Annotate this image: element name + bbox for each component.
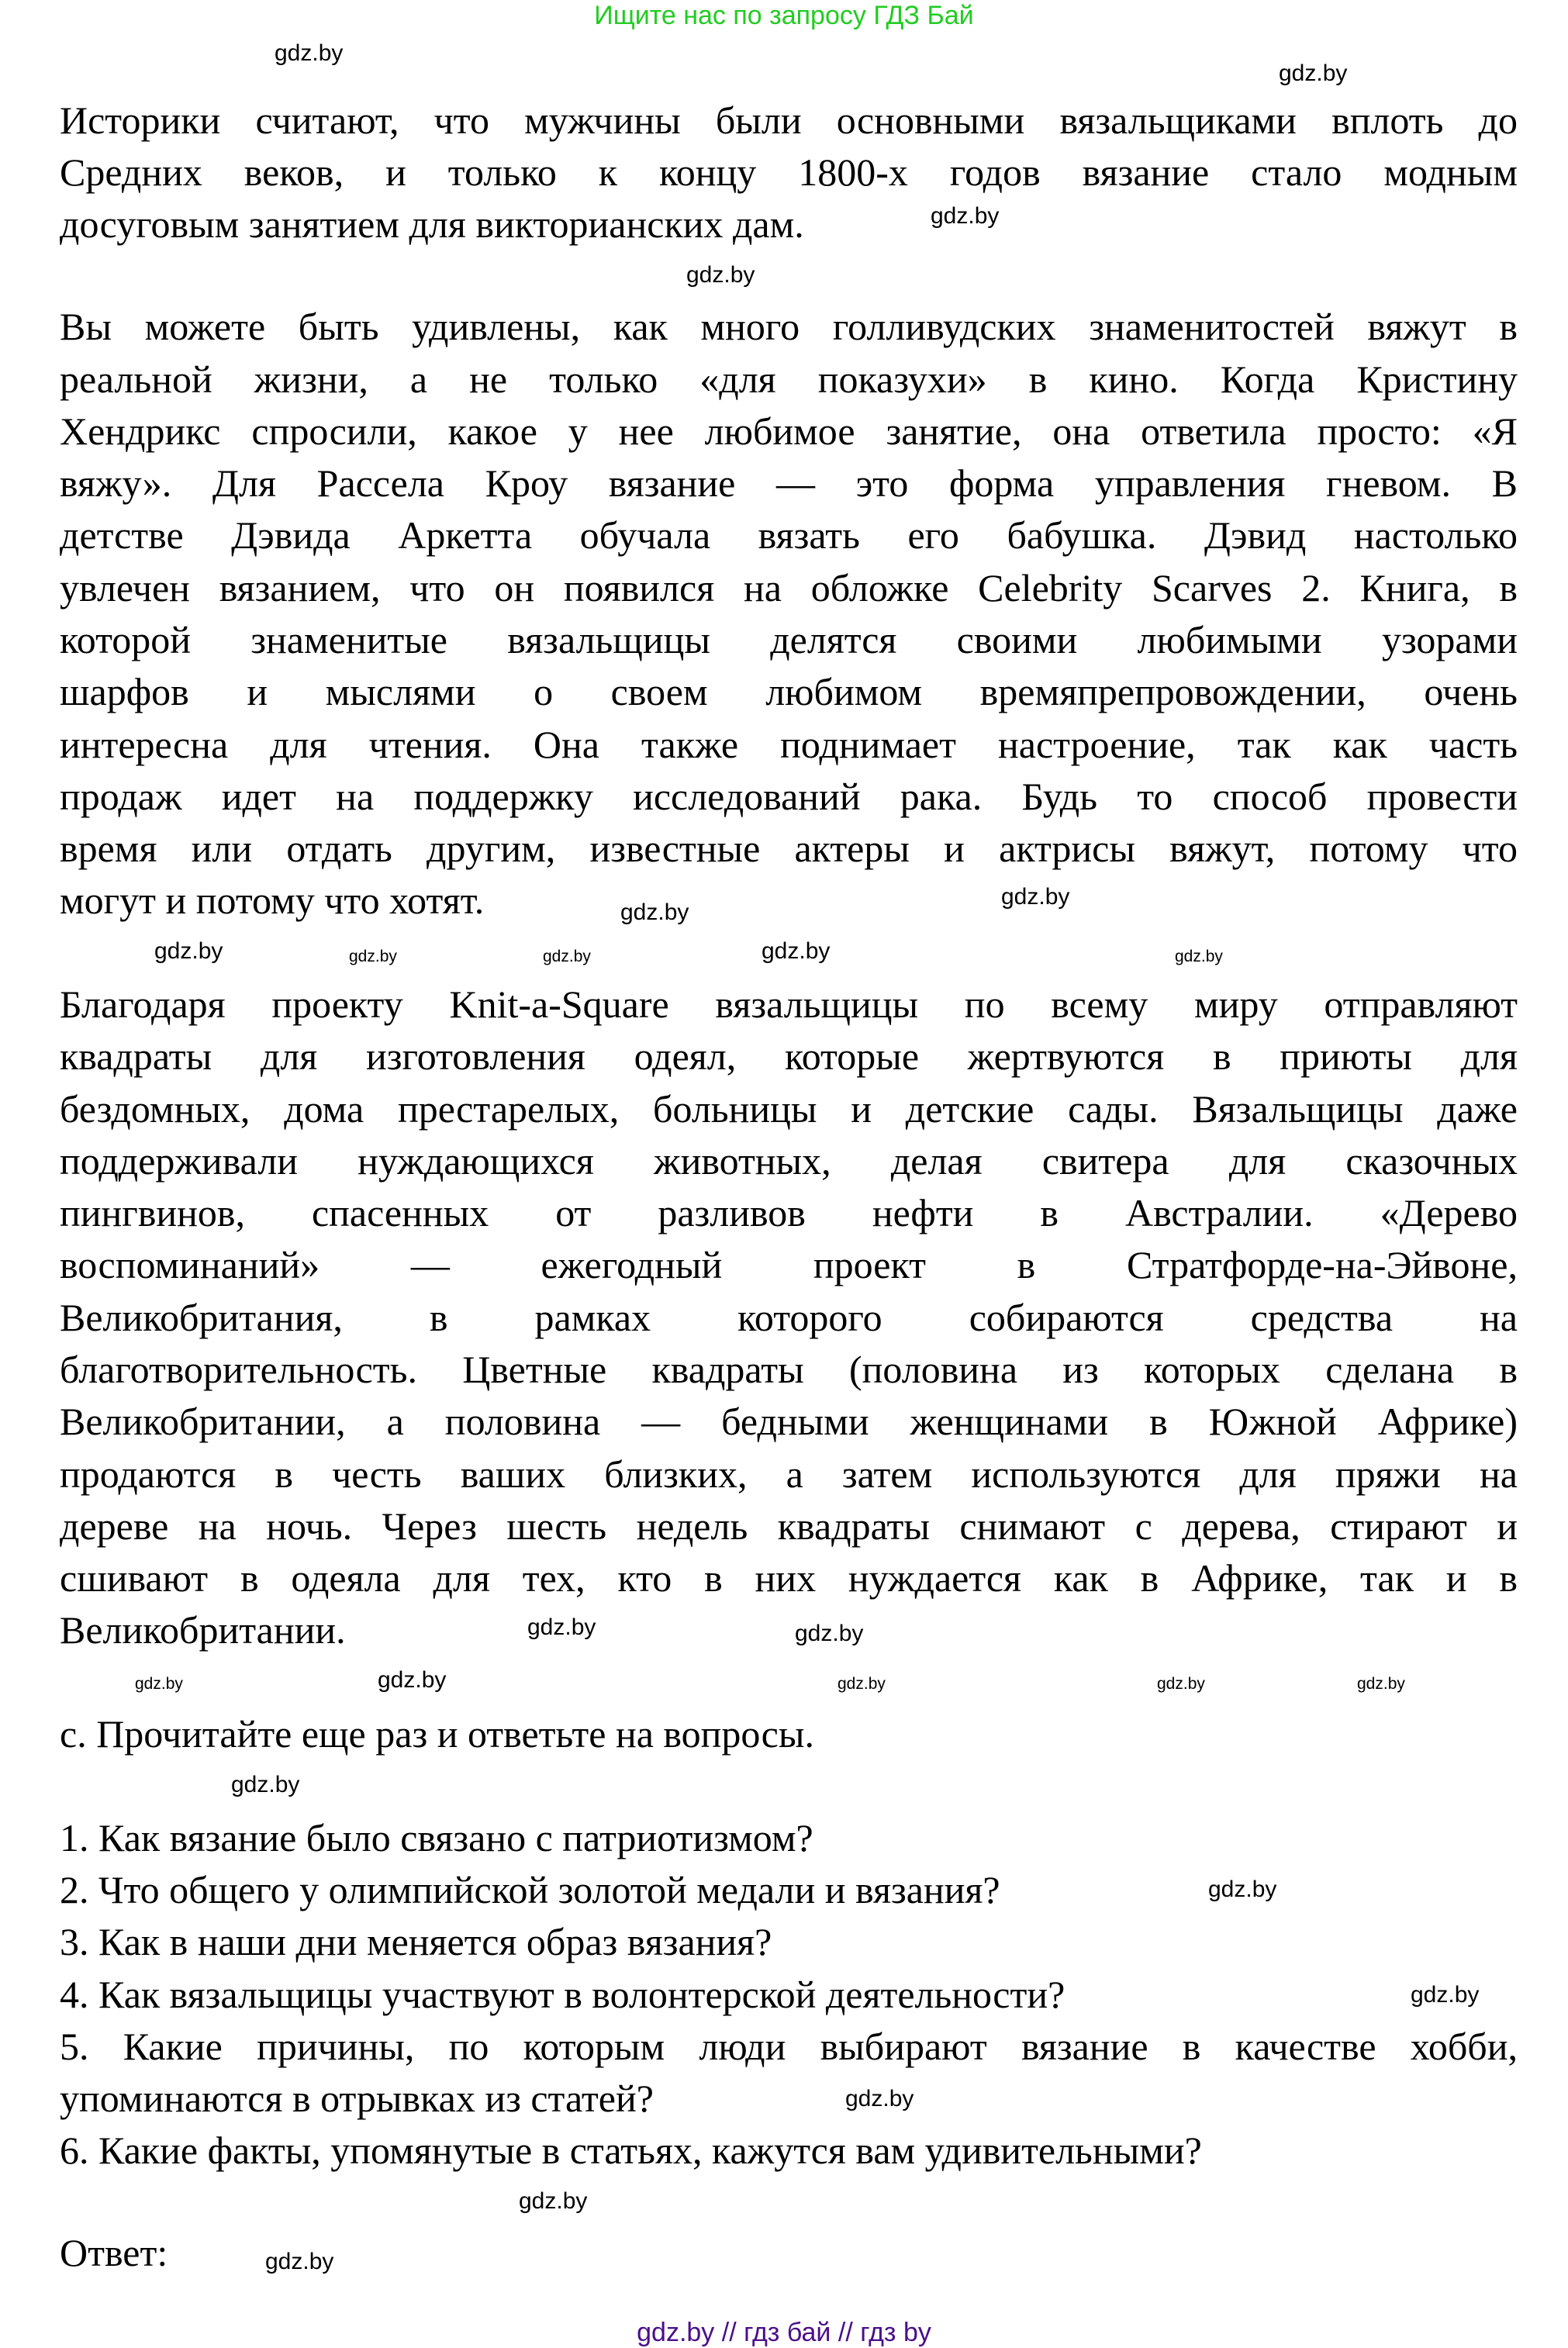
paragraph-line: сшивают в одеяла для тех, кто в них нуждается как в Африке, так и в <box>60 1556 1518 1600</box>
question-line: 3. Как в наши дни меняется образ вязания? <box>60 1920 772 1963</box>
watermark: gdz.by <box>135 1675 183 1693</box>
answer-label: Ответ: <box>60 2231 168 2274</box>
paragraph-line: детстве Дэвида Аркетта обучала вязать его бабушка. Дэвид настолько <box>60 513 1518 557</box>
paragraph-line: Великобритании. <box>60 1608 346 1652</box>
question-line: 6. Какие факты, упомянутые в статьях, кажутся вам удивительными? <box>60 2129 1202 2172</box>
watermark: gdz.by <box>620 899 689 925</box>
watermark: gdz.by <box>1157 1675 1205 1693</box>
paragraph-line: увлечен вязанием, что он появился на обложке Celebrity Scarves 2. Книга, в <box>60 566 1518 609</box>
paragraph-line: досуговым занятием для викторианских дам. <box>60 202 804 246</box>
paragraph-line: воспоминаний» — ежегодный проект в Стратфорде-на-Эйвоне, <box>60 1243 1518 1286</box>
watermark: gdz.by <box>1175 948 1223 965</box>
watermark: gdz.by <box>527 1614 596 1640</box>
paragraph-line: продаются в честь ваших близких, а затем используются для пряжи на <box>60 1452 1518 1496</box>
paragraph-line: Благодаря проекту Knit-a-Square вязальщицы по всему миру отправляют <box>60 982 1518 1026</box>
watermark: gdz.by <box>543 948 591 965</box>
question-line: 5. Какие причины, по которым люди выбирают вязание в качестве хобби, <box>60 2025 1518 2068</box>
watermark: gdz.by <box>519 2188 588 2214</box>
watermark: gdz.by <box>1357 1675 1405 1693</box>
task-heading: c. Прочитайте еще раз и ответьте на вопросы. <box>60 1712 814 1756</box>
paragraph-line: пингвинов, спасенных от разливов нефти в Австралии. «Дерево <box>60 1191 1518 1234</box>
paragraph-line: которой знаменитые вязальщицы делятся своими любимыми узорами <box>60 618 1518 661</box>
watermark: gdz.by <box>1001 884 1070 910</box>
watermark: gdz.by <box>378 1667 447 1693</box>
paragraph-line: Великобритании, а половина — бедными женщинами в Южной Африке) <box>60 1400 1518 1443</box>
paragraph-line: интересна для чтения. Она также поднимает настроение, так как часть <box>60 723 1518 766</box>
watermark: gdz.by <box>265 2249 334 2274</box>
paragraph-line: продаж идет на поддержку исследований рака. Будь то способ провести <box>60 775 1518 818</box>
question-line: 1. Как вязание было связано с патриотизмом? <box>60 1816 813 1859</box>
paragraph-line: могут и потому что хотят. <box>60 879 485 922</box>
watermark: gdz.by <box>686 262 755 288</box>
paragraph-line: время или отдать другим, известные актеры и актрисы вяжут, потому что <box>60 827 1518 870</box>
paragraph-line: Хендрикс спросили, какое у нее любимое занятие, она ответила просто: «Я <box>60 409 1518 453</box>
paragraph-line: вяжу». Для Рассела Кроу вязание — это форма управления гневом. В <box>60 461 1518 505</box>
watermark: gdz.by <box>845 2086 914 2111</box>
question-line: 4. Как вязальщицы участвуют в волонтерской деятельности? <box>60 1973 1065 2016</box>
watermark: gdz.by <box>275 40 344 66</box>
watermark: gdz.by <box>1279 60 1348 86</box>
question-line: 2. Что общего у олимпийской золотой медали и вязания? <box>60 1868 1000 1911</box>
footer-links[interactable]: gdz.by // гдз бай // гдз by <box>637 2318 931 2347</box>
watermark: gdz.by <box>838 1675 886 1693</box>
watermark: gdz.by <box>1208 1877 1277 1902</box>
paragraph-line: реальной жизни, а не только «для показухи» в кино. Когда Кристину <box>60 357 1518 401</box>
watermark: gdz.by <box>231 1772 300 1797</box>
paragraph-line: Вы можете быть удивлены, как много голливудских знаменитостей вяжут в <box>60 305 1518 348</box>
watermark: gdz.by <box>762 938 831 964</box>
paragraph-line: Средних веков, и только к концу 1800-х годов вязание стало модным <box>60 150 1518 194</box>
paragraph-line: благотворительность. Цветные квадраты (половина из которых сделана в <box>60 1348 1518 1391</box>
paragraph-line: поддерживали нуждающихся животных, делая свитера для сказочных <box>60 1139 1518 1183</box>
watermark: gdz.by <box>795 1621 864 1646</box>
paragraph-line: квадраты для изготовления одеял, которые жертвуются в приюты для <box>60 1034 1518 1078</box>
watermark: gdz.by <box>349 948 397 965</box>
paragraph-line: Историки считают, что мужчины были основными вязальщиками вплоть до <box>60 98 1518 142</box>
paragraph-line: дереве на ночь. Через шесть недель квадраты снимают с дерева, стирают и <box>60 1504 1518 1548</box>
paragraph-line: Великобритания, в рамках которого собираются средства на <box>60 1296 1518 1339</box>
question-line: упоминаются в отрывках из статей? <box>60 2077 654 2120</box>
paragraph-line: бездомных, дома престарелых, больницы и детские сады. Вязальщицы даже <box>60 1087 1518 1131</box>
search-banner: Ищите нас по запросу ГДЗ Бай <box>594 1 974 30</box>
watermark: gdz.by <box>154 938 223 964</box>
watermark: gdz.by <box>1411 1982 1480 2008</box>
watermark: gdz.by <box>931 203 1000 229</box>
paragraph-line: шарфов и мыслями о своем любимом времяпрепровождении, очень <box>60 670 1518 713</box>
